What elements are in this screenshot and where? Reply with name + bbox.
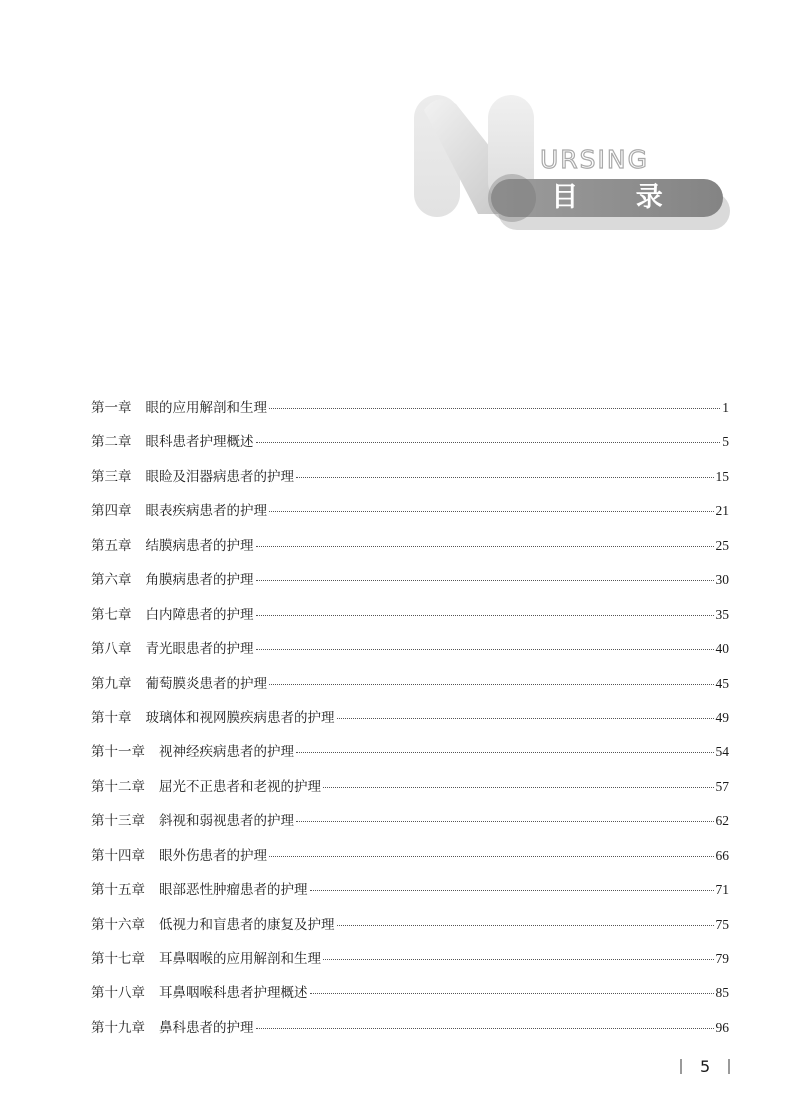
page-title: 目 录 — [551, 182, 687, 213]
toc-entry[interactable] — [91, 915, 729, 949]
toc-entry[interactable] — [91, 536, 729, 570]
toc-entry[interactable] — [91, 639, 729, 673]
toc-entry[interactable] — [91, 398, 729, 432]
toc-leader-dots — [337, 925, 714, 926]
toc-page-number: 15 — [715, 468, 729, 484]
toc-page-number: 85 — [715, 985, 729, 1001]
toc-page-number: 35 — [715, 606, 729, 622]
toc-leader-dots — [296, 752, 714, 753]
toc-chapter-label: 第十七章 — [91, 951, 145, 967]
toc-leader-dots — [256, 442, 721, 443]
footer-page-number — [680, 1056, 730, 1076]
toc-entry[interactable] — [91, 708, 729, 742]
toc-page-number: 66 — [715, 847, 729, 863]
toc-chapter-label: 第十一章 — [91, 744, 145, 761]
toc-topic-title: 斜视和弱视患者的护理 — [159, 813, 294, 830]
toc-leader-dots — [310, 890, 714, 891]
toc-entry[interactable] — [91, 880, 729, 914]
toc-page-number: 96 — [715, 1019, 729, 1035]
toc-entry[interactable] — [91, 432, 729, 466]
toc-topic-title: 白内障患者的护理 — [145, 606, 254, 623]
toc-leader-dots — [296, 821, 714, 822]
toc-topic-title: 低视力和盲患者的康复及护理 — [159, 916, 335, 933]
toc-leader-dots — [256, 1028, 714, 1029]
toc-topic-title: 视神经疾病患者的护理 — [159, 744, 294, 761]
table-of-contents — [91, 398, 729, 1052]
toc-topic-title: 耳鼻咽喉的应用解剖和生理 — [159, 951, 321, 967]
toc-chapter-label: 第十八章 — [91, 985, 145, 1002]
toc-page-number: 40 — [715, 641, 729, 657]
toc-entry[interactable] — [91, 742, 729, 776]
toc-chapter-label: 第二章 — [91, 434, 132, 451]
toc-page-number: 54 — [715, 744, 729, 760]
toc-entry[interactable] — [91, 983, 729, 1017]
toc-entry[interactable] — [91, 674, 729, 708]
nursing-n-logo-icon — [0, 0, 800, 260]
toc-leader-dots — [269, 684, 714, 685]
toc-topic-title: 葡萄膜炎患者的护理 — [145, 675, 267, 692]
toc-page-number: 25 — [715, 537, 729, 553]
page-divider-right — [728, 1059, 730, 1074]
toc-page-number: 21 — [715, 503, 729, 519]
toc-topic-title: 眼部恶性肿瘤患者的护理 — [159, 882, 308, 899]
nursing-word: URSING — [540, 145, 649, 174]
toc-chapter-label: 第十六章 — [91, 916, 145, 933]
toc-chapter-label: 第十二章 — [91, 778, 145, 795]
toc-leader-dots — [269, 408, 720, 409]
toc-chapter-label: 第十三章 — [91, 813, 145, 830]
toc-chapter-label: 第六章 — [91, 572, 132, 589]
toc-leader-dots — [323, 959, 714, 960]
toc-page-number: 5 — [722, 434, 729, 450]
toc-topic-title: 角膜病患者的护理 — [145, 572, 254, 589]
toc-entry[interactable] — [91, 777, 729, 811]
toc-topic-title: 耳鼻咽喉科患者护理概述 — [159, 985, 308, 1002]
toc-page-number: 57 — [715, 778, 729, 794]
toc-leader-dots — [323, 787, 714, 788]
toc-chapter-label: 第十九章 — [91, 1019, 145, 1036]
toc-entry[interactable] — [91, 811, 729, 845]
toc-topic-title: 屈光不正患者和老视的护理 — [159, 778, 321, 795]
toc-chapter-label: 第四章 — [91, 503, 132, 520]
toc-page-number: 49 — [715, 709, 729, 725]
page-divider-left — [680, 1059, 682, 1074]
toc-page-number: 30 — [715, 572, 729, 588]
toc-leader-dots — [296, 477, 714, 478]
toc-topic-title: 眼睑及泪器病患者的护理 — [145, 468, 294, 485]
toc-leader-dots — [269, 511, 714, 512]
toc-entry[interactable] — [91, 570, 729, 604]
toc-chapter-label: 第十四章 — [91, 847, 145, 864]
toc-topic-title: 青光眼患者的护理 — [145, 641, 254, 658]
toc-leader-dots — [256, 615, 714, 616]
toc-entry[interactable] — [91, 846, 729, 880]
toc-entry[interactable] — [91, 467, 729, 501]
toc-chapter-label: 第九章 — [91, 675, 132, 692]
toc-leader-dots — [256, 580, 714, 581]
toc-page-number: 75 — [715, 916, 729, 932]
page-number: 5 — [700, 1056, 711, 1076]
toc-topic-title: 眼的应用解剖和生理 — [145, 400, 267, 416]
toc-page-number: 1 — [722, 400, 729, 415]
toc-entry[interactable] — [91, 1018, 729, 1052]
toc-chapter-label: 第八章 — [91, 641, 132, 658]
toc-topic-title: 眼科患者护理概述 — [145, 434, 254, 451]
toc-leader-dots — [256, 649, 714, 650]
toc-chapter-label: 第十五章 — [91, 882, 145, 899]
toc-page-number: 71 — [715, 882, 729, 898]
toc-leader-dots — [310, 993, 714, 994]
toc-topic-title: 眼表疾病患者的护理 — [145, 503, 267, 520]
toc-entry[interactable] — [91, 949, 729, 983]
toc-entry[interactable] — [91, 501, 729, 535]
toc-chapter-label: 第七章 — [91, 606, 132, 623]
toc-chapter-label: 第一章 — [91, 400, 132, 416]
toc-page-number: 62 — [715, 813, 729, 829]
toc-entry[interactable] — [91, 605, 729, 639]
toc-chapter-label: 第五章 — [91, 537, 132, 554]
toc-leader-dots — [269, 856, 714, 857]
header-logo — [0, 0, 800, 260]
toc-topic-title: 玻璃体和视网膜疾病患者的护理 — [145, 709, 335, 726]
toc-page-number: 45 — [715, 675, 729, 691]
toc-leader-dots — [256, 546, 714, 547]
toc-chapter-label: 第三章 — [91, 468, 132, 485]
toc-chapter-label: 第十章 — [91, 709, 132, 726]
toc-leader-dots — [337, 718, 714, 719]
toc-topic-title: 鼻科患者的护理 — [159, 1019, 254, 1036]
toc-topic-title: 结膜病患者的护理 — [145, 537, 254, 554]
toc-topic-title: 眼外伤患者的护理 — [159, 847, 267, 864]
toc-page-number: 79 — [715, 951, 729, 966]
